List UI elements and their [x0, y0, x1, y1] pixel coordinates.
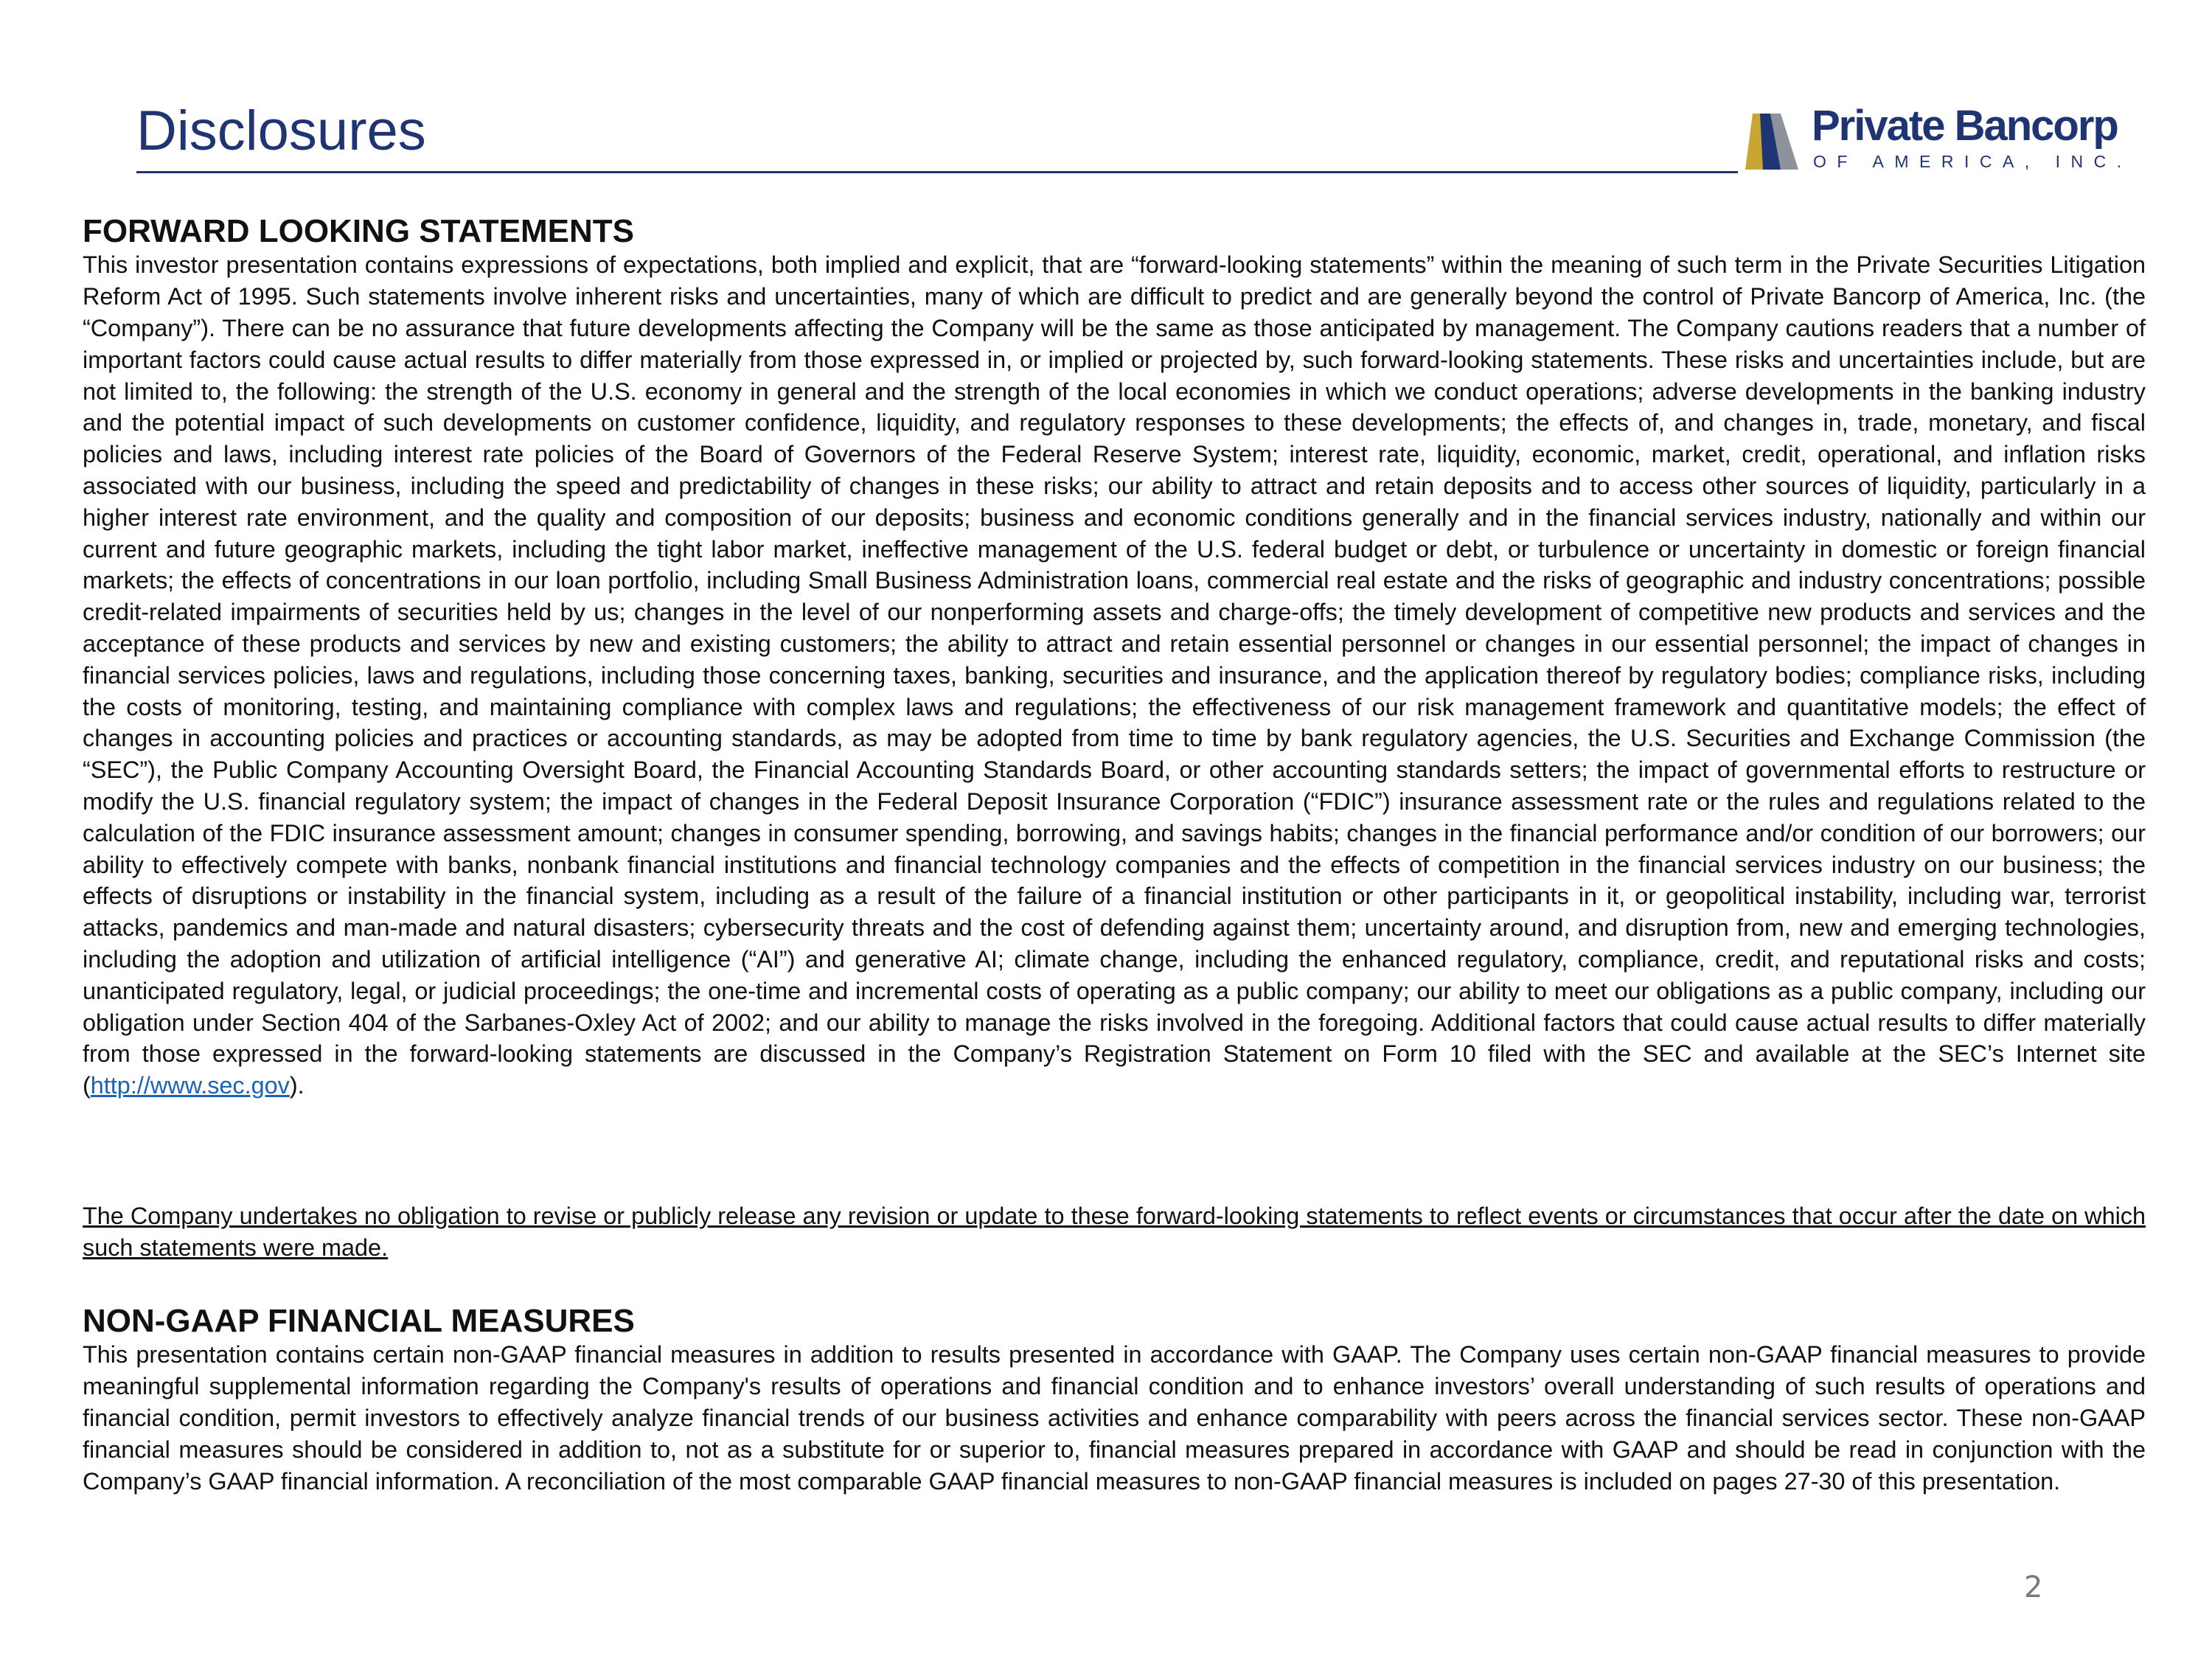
page-number: 2 — [2024, 1571, 2043, 1604]
undertaking-section — [83, 1200, 2146, 1264]
forward-looking-text: This investor presentation contains expressions of expectations, both implied and explicit, that are “forward-looking statements” within the meaning of such term in the Private Securities Litigation Reform Act of 1995. Such statements involve inherent risks and uncertainties, many of which are difficult to predict and are generally beyond the control of Private Bancorp of America, Inc. (the “Company”). There can be no assurance that future developments affecting the Company will be the same as those anticipated by management. The Company cautions readers that a number of important factors could cause actual results to differ materially from those expressed in, or implied or projected by, such forward-looking statements. These risks and uncertainties include, but are not limited to, the following: the strength of the U.S. economy in general and the strength of the local economies in which we conduct operations; adverse developments in the banking industry and the potential impact of such developments on customer confidence, liquidity, and regulatory responses to these developments; the effects of, and changes in, trade, monetary, and fiscal policies and laws, including interest rate policies of the Board of Governors of the Federal Reserve System; interest rate, liquidity, economic, market, credit, operational, and inflation risks associated with our business, including the speed and predictability of changes in these risks; our ability to attract and retain deposits and to access other sources of liquidity, particularly in a higher interest rate environment, and the quality and composition of our deposits; business and economic conditions generally and in the financial services industry, nationally and within our current and future geographic markets, including the tight labor market, ineffective management of the U.S. federal budget or debt, or turbulence or uncertainty in domestic or foreign financial markets; the effects of concentrations in our loan portfolio, including Small Business Administration loans, commercial real estate and the risks of geographic and industry concentrations; possible credit-related impairments of securities held by us; changes in the level of our nonperforming assets and charge-offs; the timely development of competitive new products and services and the acceptance of these products and services by new and existing customers; the ability to attract and retain essential personnel or changes in our essential personnel; the impact of changes in financial services policies, laws and regulations, including those concerning taxes, banking, securities and insurance, and the application thereof by regulatory bodies; compliance risks, including the costs of monitoring, testing, and maintaining compliance with complex laws and regulations; the effectiveness of our risk management framework and quantitative models; the effect of changes in accounting policies and practices or accounting standards, as may be adopted from time to time by bank regulatory agencies, the U.S. Securities and Exchange Commission (the “SEC”), the Public Company Accounting Oversight Board, the Financial Accounting Standards Board, or other accounting standards setters; the impact of governmental efforts to restructure or modify the U.S. financial regulatory system; the impact of changes in the Federal Deposit Insurance Corporation (“FDIC”) insurance assessment rate or the rules and regulations related to the calculation of the FDIC insurance assessment amount; changes in consumer spending, borrowing, and savings habits; changes in the financial performance and/or condition of our borrowers; our ability to effectively compete with banks, nonbank financial institutions and financial technology companies and the effects of competition in the financial services industry on our business; the effects of disruptions or instability in the financial system, including as a result of the failure of a financial institution or other participants in it, or geopolitical instability, including war, terrorist attacks, pandemics and man-made and natural disasters; cybersecurity threats and the cost of defending against them; uncertainty around, and disruption from, new and emerging technologies, including the adoption and utilization of artificial intelligence (“AI”) and generative AI; climate change, including the enhanced regulatory, compliance, credit, and reputational risks and costs; unanticipated regulatory, legal, or judicial proceedings; the one-time and incremental costs of operating as a public company; our ability to meet our obligations as a public company, including our obligation under Section 404 of the Sarbanes-Oxley Act of 2002; and our ability to manage the risks involved in the foregoing. Additional factors that could cause actual results to differ materially from those expressed in the forward-looking statements are discussed in the Company’s Registration Statement on Form 10 filed with the SEC and available at the SEC’s Internet site ( — [83, 251, 2146, 1099]
non-gaap-section — [83, 1304, 2146, 1497]
forward-looking-heading: FORWARD LOOKING STATEMENTS — [83, 213, 634, 249]
logo-mark-icon — [1745, 109, 1809, 173]
undertaking-statement: The Company undertakes no obligation to revise or publicly release any revision or update to these forward-looking statements to reflect events or circumstances that occur after the date on which such statements were made. — [83, 1203, 2146, 1261]
forward-looking-section — [83, 214, 2146, 1102]
logo-name: Private Bancorp — [1812, 102, 2118, 150]
title-underline — [136, 171, 1738, 173]
forward-looking-body — [83, 249, 2146, 1102]
non-gaap-body: This presentation contains certain non-GAAP financial measures in addition to results presented in accordance with GAAP. The Company uses certain non-GAAP financial measures to provide meaningful supplemental information regarding the Company's results of operations and financial condition and to enhance investors’ overall understanding of such results of operations and financial condition, permit investors to effectively analyze financial trends of our business activities and enhance comparability with peers across the financial services sector. These non-GAAP financial measures should be considered in addition to, not as a substitute for or superior to, financial measures prepared in accordance with GAAP and should be read in conjunction with the Company’s GAAP financial information. A reconciliation of the most comparable GAAP financial measures to non-GAAP financial measures is included on pages 27-30 of this presentation. — [83, 1341, 2146, 1495]
forward-looking-text-end: ). — [289, 1072, 305, 1099]
sec-website-link[interactable]: http://www.sec.gov — [90, 1072, 290, 1099]
company-logo — [1745, 102, 2132, 177]
non-gaap-heading: NON-GAAP FINANCIAL MEASURES — [83, 1303, 635, 1339]
logo-subtitle: OF AMERICA, INC. — [1813, 152, 2132, 171]
page-title: Disclosures — [136, 100, 426, 162]
